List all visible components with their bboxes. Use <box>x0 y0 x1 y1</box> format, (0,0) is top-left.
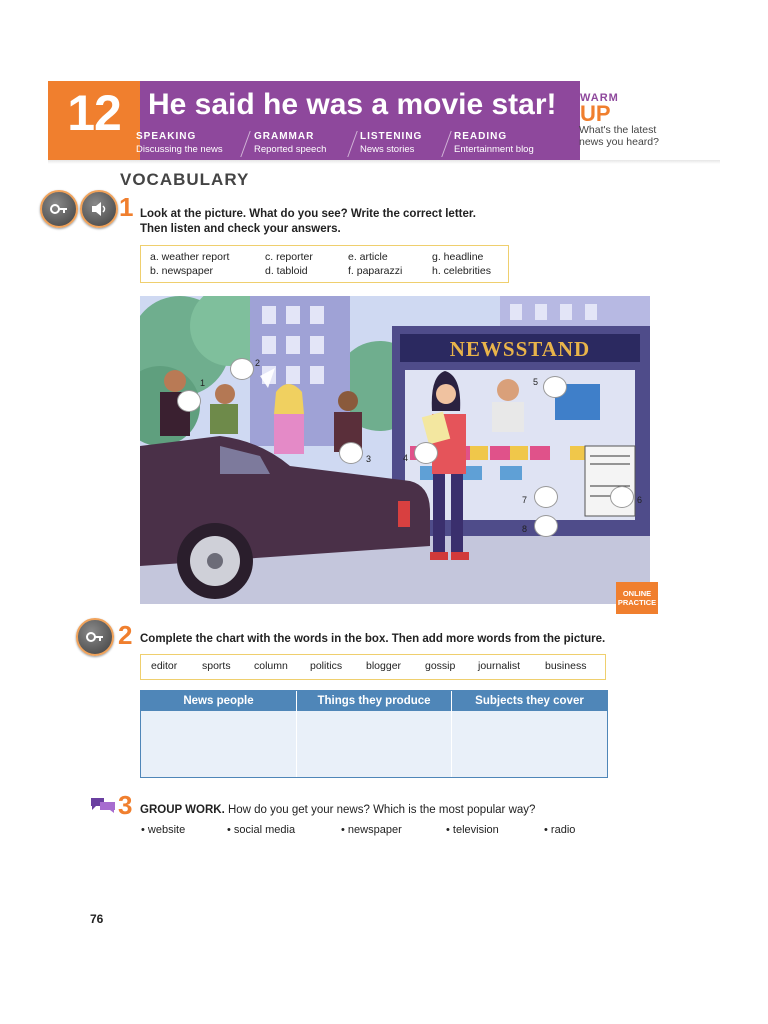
word-option: c. reporter <box>265 251 313 263</box>
online-label: ONLINE <box>622 589 652 598</box>
option-bullet: • social media <box>227 824 296 836</box>
newsstand-sign: NEWSSTAND <box>449 337 591 361</box>
answer-circle[interactable] <box>177 390 201 412</box>
answer-circle[interactable] <box>230 358 254 380</box>
skill-speaking <box>136 131 223 155</box>
warm-up-label <box>580 92 619 124</box>
section-title: VOCABULARY <box>120 170 250 189</box>
skill-name: READING <box>454 131 508 142</box>
exercise-3-instruction <box>140 803 535 818</box>
option-bullet: • newspaper <box>341 824 402 836</box>
picture-label: 5 <box>533 377 539 387</box>
word-option: blogger <box>366 660 402 672</box>
exercise-1-instruction <box>140 207 476 237</box>
picture-label: 6 <box>637 495 643 505</box>
word-option: a. weather report <box>150 251 230 263</box>
picture-label: 2 <box>255 358 261 368</box>
page-number: 76 <box>90 912 104 926</box>
chart-header: Things they produce <box>297 691 451 711</box>
option-bullet: • website <box>141 824 186 836</box>
chart-header: Subjects they cover <box>452 691 607 711</box>
answer-circle[interactable] <box>543 376 567 398</box>
group-work-label: GROUP WORK. <box>140 804 225 816</box>
answer-key-button[interactable] <box>40 190 78 228</box>
skill-name: GRAMMAR <box>254 131 315 142</box>
skill-desc: Entertainment blog <box>454 144 534 155</box>
instruction-text: How do you get your news? Which is the most popular way? <box>224 804 536 816</box>
skill-grammar <box>254 131 326 155</box>
instruction-line: Look at the picture. What do you see? Write the correct letter. <box>140 208 476 220</box>
word-option: d. tabloid <box>265 265 308 277</box>
online-practice-badge[interactable] <box>616 582 658 614</box>
speaker-icon <box>89 199 109 219</box>
unit-title: He said he was a movie star! <box>148 88 557 121</box>
exercise-number: 2 <box>118 620 133 650</box>
skill-desc: News stories <box>360 144 415 155</box>
answer-circle[interactable] <box>610 486 634 508</box>
practice-label: PRACTICE <box>617 598 657 607</box>
skill-name: SPEAKING <box>136 131 197 142</box>
option-label: website <box>147 824 186 836</box>
exercise-number: 3 <box>118 790 133 820</box>
exercise-2-instruction: Complete the chart with the words in the box. Then add more words from the picture. <box>140 633 606 645</box>
word-option: journalist <box>478 660 521 672</box>
warm-label: WARM <box>580 92 619 104</box>
word-option: g. headline <box>432 251 484 263</box>
key-icon <box>49 199 69 219</box>
chart-cell-subjects-covered[interactable] <box>454 713 605 775</box>
answer-circle[interactable] <box>339 442 363 464</box>
vocabulary-chart <box>140 690 608 778</box>
group-work-icon <box>90 796 116 819</box>
option-label: television <box>452 824 499 836</box>
warm-up-question <box>579 124 679 148</box>
up-label: UP <box>580 101 611 126</box>
chart-cell-news-people[interactable] <box>143 713 294 775</box>
instruction-line: Then listen and check your answers. <box>140 223 341 235</box>
word-option: gossip <box>425 660 456 672</box>
chart-cell-things-produced[interactable] <box>299 713 449 775</box>
word-option: b. newspaper <box>150 265 214 277</box>
option-bullet: • radio <box>544 824 576 836</box>
option-label: social media <box>233 824 296 836</box>
skill-name: LISTENING <box>360 131 423 142</box>
picture-label: 4 <box>403 453 409 463</box>
word-option: e. article <box>348 251 388 263</box>
picture-label: 7 <box>522 495 528 505</box>
picture-label: 1 <box>200 378 206 388</box>
chart-divider <box>296 691 297 777</box>
warm-up-question-line: What's the latest <box>579 124 657 136</box>
option-label: newspaper <box>347 824 402 836</box>
chart-divider <box>451 691 452 777</box>
option-bullet: • television <box>446 824 499 836</box>
header-shadow <box>48 160 720 164</box>
answer-circle[interactable] <box>414 442 438 464</box>
unit-number: 12 <box>67 85 121 141</box>
key-icon <box>85 627 105 647</box>
word-option: business <box>545 660 587 672</box>
answer-circle[interactable] <box>534 486 558 508</box>
word-option: sports <box>202 660 231 672</box>
audio-button[interactable] <box>80 190 118 228</box>
word-option: f. paparazzi <box>348 265 403 277</box>
skill-desc: Discussing the news <box>136 144 223 155</box>
skill-reading <box>454 131 534 155</box>
word-option: politics <box>310 660 343 672</box>
chart-header: News people <box>141 691 296 711</box>
picture-label: 8 <box>522 524 528 534</box>
option-label: radio <box>550 824 576 836</box>
exercise-number: 1 <box>119 192 134 222</box>
skill-listening <box>360 131 422 155</box>
word-option: h. celebrities <box>432 265 491 277</box>
answer-circle[interactable] <box>534 515 558 537</box>
newsstand-illustration <box>140 296 650 604</box>
warm-up-question-line: news you heard? <box>579 136 659 148</box>
skill-desc: Reported speech <box>254 144 327 155</box>
word-option: column <box>254 660 288 672</box>
picture-label: 3 <box>366 454 372 464</box>
answer-key-button[interactable] <box>76 618 114 656</box>
word-option: editor <box>151 660 178 672</box>
